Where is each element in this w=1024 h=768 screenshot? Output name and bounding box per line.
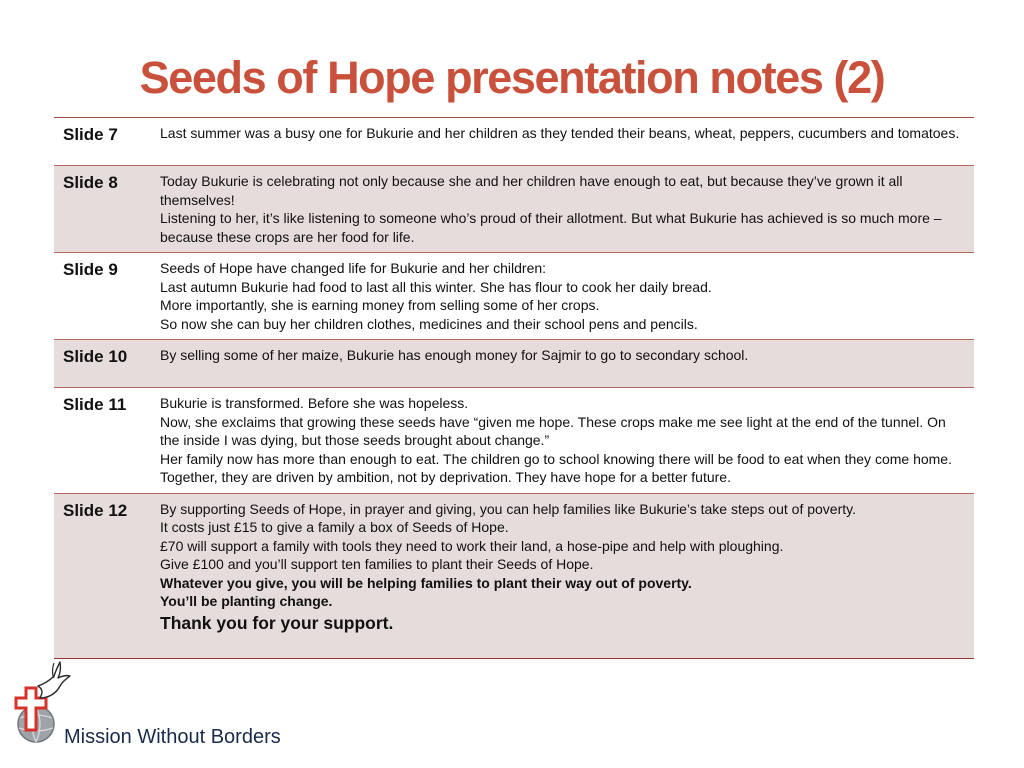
notes-text (152, 493, 974, 658)
slide-label: Slide 10 (54, 340, 152, 388)
note-line: So now she can buy her children clothes, medicines and their school pens and pencils. (160, 315, 698, 332)
note-line: Bukurie is transformed. Before she was hopeless. (160, 395, 469, 411)
note-line: It costs just £15 to give a family a box of Seeds of Hope. (160, 519, 509, 535)
thank-you-line: Thank you for your support. (160, 612, 394, 633)
notes-text (152, 340, 974, 388)
note-line: Now, she exclaims that growing these seeds have “given me hope. These crops make me see light at the end of the tunnel. On the inside I was dying, but those seeds brought about change.” (160, 413, 946, 448)
note-line-emphasis: You’ll be planting change. (160, 593, 333, 609)
note-line: Today Bukurie is celebrating not only because she and her children have enough to eat, but because they’ve grown it all themselves! (160, 173, 903, 208)
page-title: Seeds of Hope presentation notes (2) (139, 52, 885, 103)
slide-label: Slide 8 (54, 166, 152, 253)
note-line: Give £100 and you’ll support ten families to plant their Seeds of Hope. (160, 556, 594, 572)
table-row (54, 166, 974, 253)
table-row (54, 340, 974, 388)
note-line: Last summer was a busy one for Bukurie and her children as they tended their beans, wheat, peppers, cucumbers and tomatoes. (160, 125, 960, 141)
note-line: More importantly, she is earning money from selling some of her crops. (160, 297, 600, 313)
notes-text (152, 253, 974, 340)
table-row (54, 253, 974, 340)
note-line: Her family now has more than enough to eat. The children go to school knowing there will be food to eat when they come home. Together, they are driven by ambition, not by deprivation. They have hope for a better future. (160, 450, 952, 485)
note-line: £70 will support a family with tools they need to work their land, a hose-pipe and help with ploughing. (160, 537, 784, 554)
note-line: By supporting Seeds of Hope, in prayer and giving, you can help families like Bukurie’s take steps out of poverty. (160, 500, 856, 517)
notes-text (152, 166, 974, 253)
slide-label: Slide 7 (54, 118, 152, 166)
slide-label: Slide 11 (54, 388, 152, 494)
note-line: Seeds of Hope have changed life for Bukurie and her children: (160, 260, 547, 276)
notes-text (152, 118, 974, 166)
note-line: By selling some of her maize, Bukurie has enough money for Sajmir to go to secondary school. (160, 347, 749, 363)
slide-label: Slide 9 (54, 253, 152, 340)
slide-label: Slide 12 (54, 493, 152, 658)
note-line-emphasis: Whatever you give, you will be helping families to plant their way out of poverty. (160, 574, 692, 591)
table-row (54, 118, 974, 166)
table-row (54, 388, 974, 494)
note-line: Last autumn Bukurie had food to last all this winter. She has flour to cook her daily bread. (160, 278, 712, 295)
notes-text (152, 388, 974, 494)
organization-name: Mission Without Borders (64, 726, 281, 748)
note-line: Listening to her, it’s like listening to someone who’s proud of their allotment. But what Bukurie has achieved is so much more – because these crops are her food for life. (160, 210, 942, 245)
table-row (54, 493, 974, 658)
notes-table (54, 117, 974, 659)
